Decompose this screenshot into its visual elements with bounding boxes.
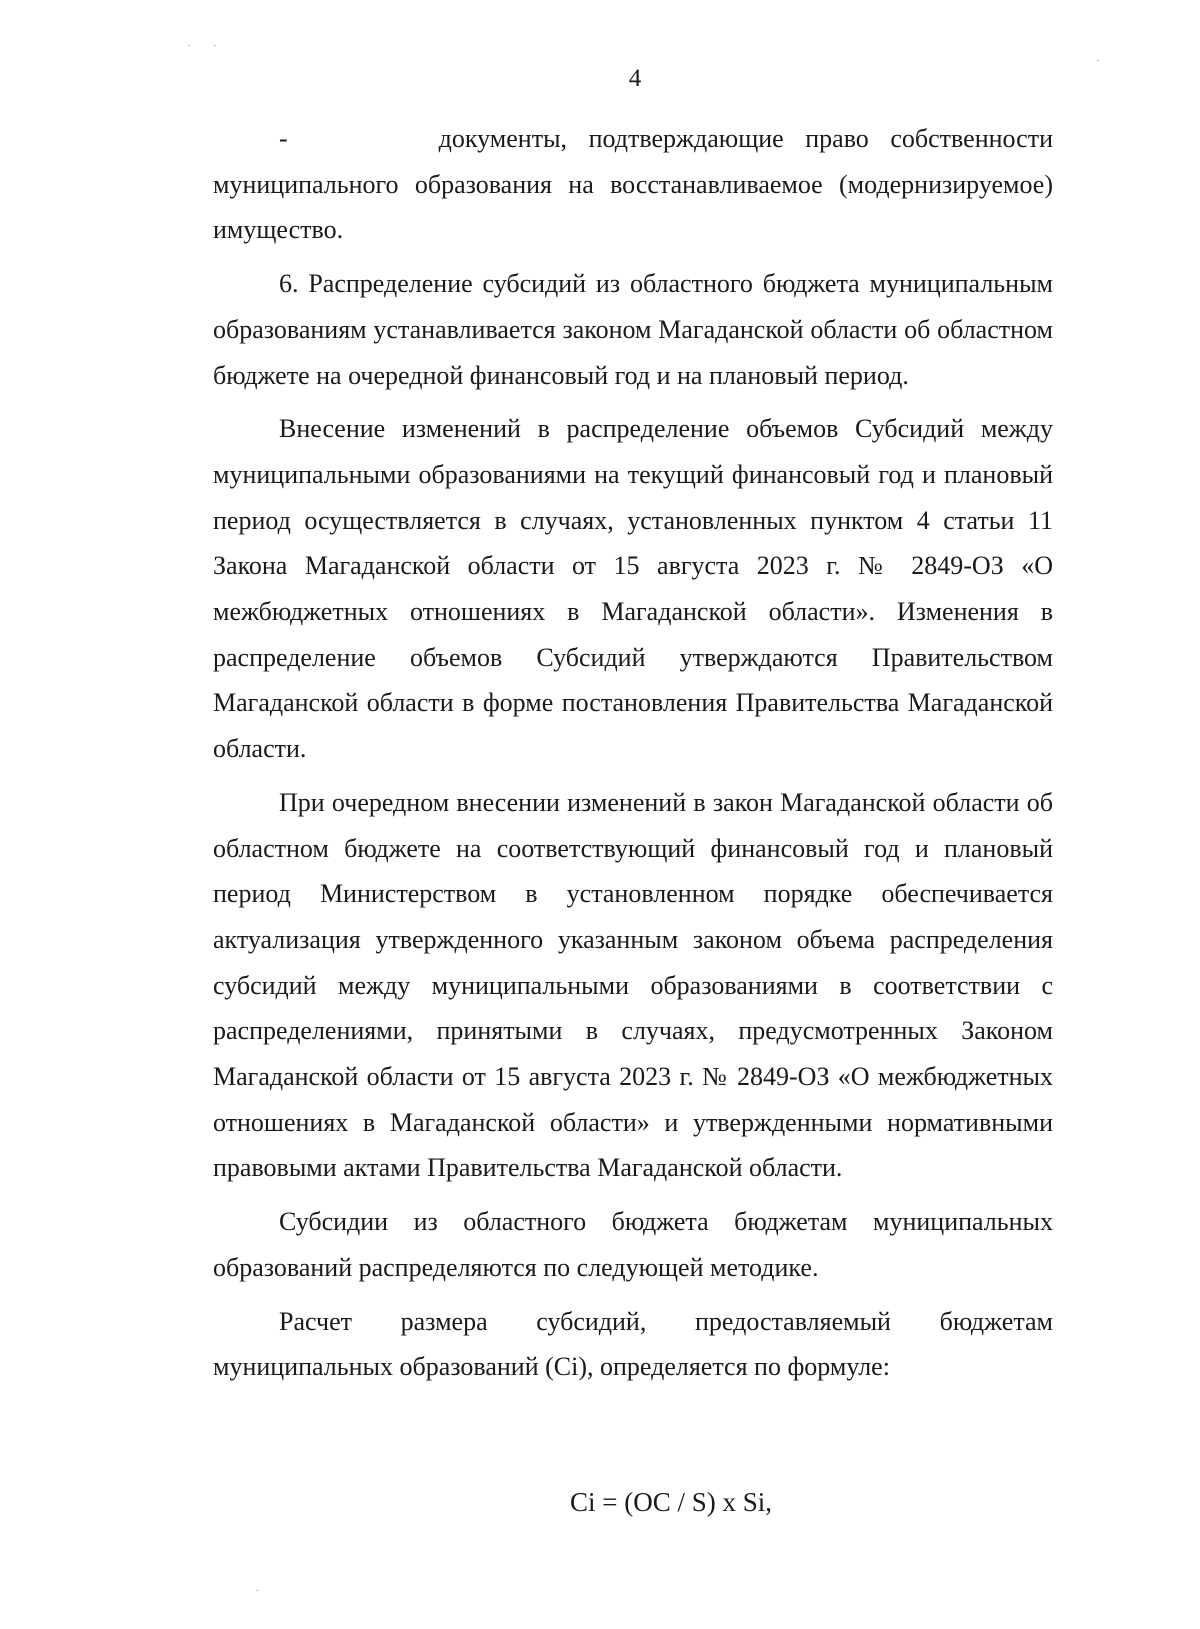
document-body [213, 116, 1053, 1398]
paragraph-calculation-intro: Расчет размера субсидий, предоставляемый бюджетам муниципальных образований (Ci), определяется по формуле: [213, 1306, 1053, 1382]
paragraph-subsidy-distribution: 6. Распределение субсидий из областного бюджета муниципальным образованиям устанавливается законом Магаданской области об областном бюджете на очередной финансовый год и на плановый период. [213, 269, 1053, 390]
paragraph-ownership-documents: - документы, подтверждающие право собственности муниципального образования на восстанавливаемое (модернизируемое) имущество. [213, 124, 1053, 245]
paragraph-methodology-intro: Субсидии из областного бюджета бюджетам муниципальных образований распределяются по следующей методике. [213, 1207, 1053, 1282]
paragraph-budget-law-update: При очередном внесении изменений в закон Магаданской области об областном бюджете на соответствующий финансовый год и плановый период Министерством в установленном порядке обеспечивается актуализация утвержденного указанным законом объема распределения субсидий между муниципальными образованиями в соответствии с распределениями, принятыми в случаях, предусмотренных Законом Магаданской области от 15 августа 2023 г. № 2849-ОЗ «О межбюджетных отношениях в Магаданской области» и утвержденными нормативными правовыми актами Правительства Магаданской области. [213, 787, 1053, 1183]
paragraph-distribution-changes: Внесение изменений в распределение объемов Субсидий между муниципальными образованиями на текущий финансовый год и плановый период осуществляется в случаях, установленных пунктом 4 статьи 11 Закона Магаданской области от 15 августа 2023 г. № 2849-ОЗ «О межбюджетных отношениях в Магаданской области». Изменения в распределение объемов Субсидий утверждаются Правительством Магаданской области в форме постановления Правительства Магаданской области. [213, 414, 1053, 764]
scan-artifact [188, 45, 190, 46]
scan-artifact [1097, 60, 1099, 61]
page-number: 4 [628, 65, 642, 92]
scan-artifact [256, 1590, 258, 1591]
scan-artifact [214, 45, 216, 46]
subsidy-formula: Ci = (OC / S) x Si, [569, 1487, 772, 1517]
